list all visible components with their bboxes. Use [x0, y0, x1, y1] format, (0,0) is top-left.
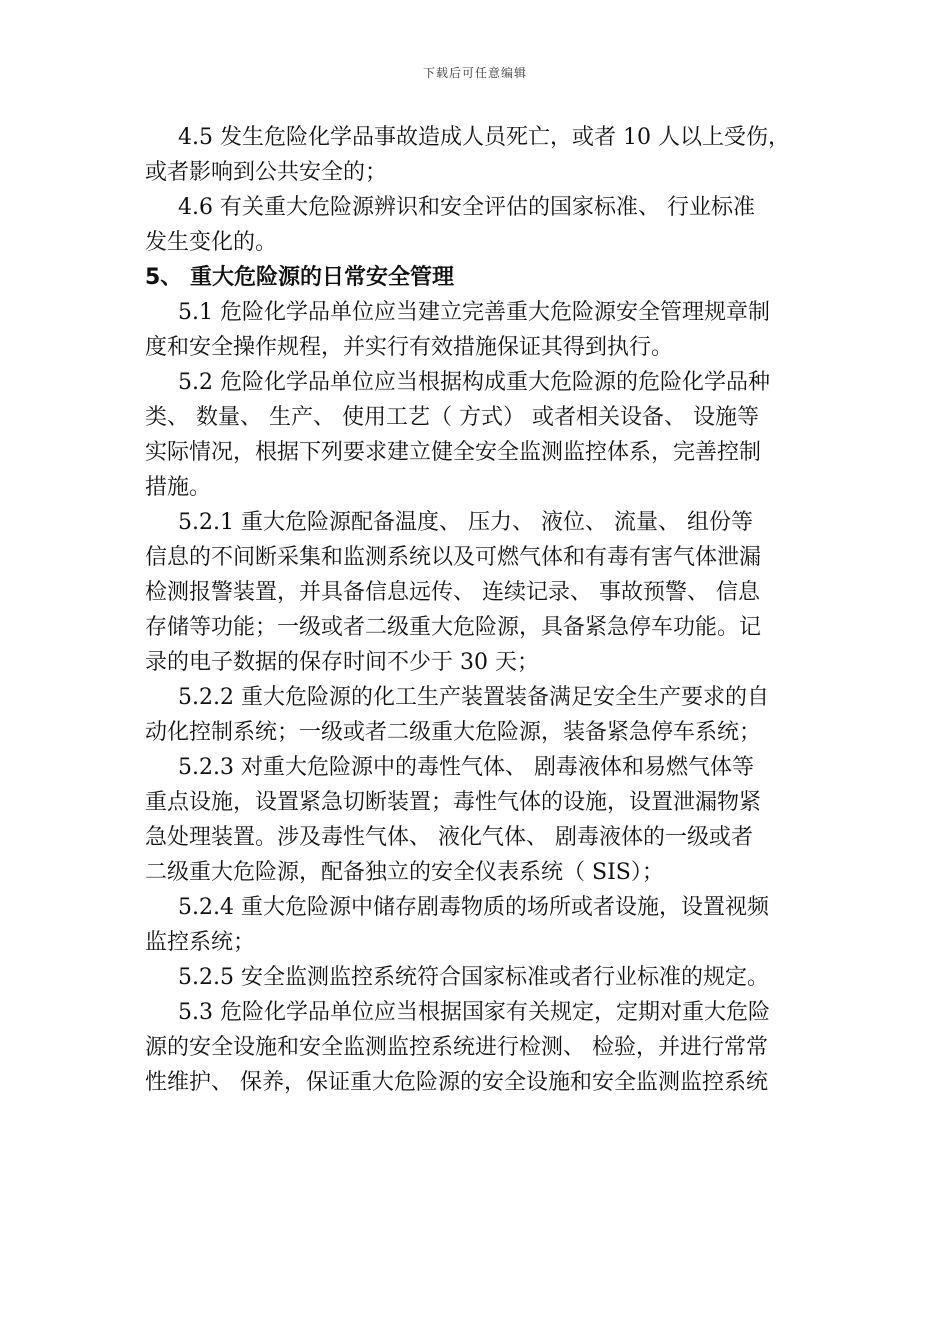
text-line: 5.2.1 重大危险源配备温度、 压力、 液位、 流量、 组份等 [178, 510, 753, 535]
text-line: 5.3 危险化学品单位应当根据国家有关规定，定期对重大危险 [178, 1000, 770, 1025]
page-header: 下载后可任意编辑 [422, 66, 527, 80]
text-line: 信息的不间断采集和监测系统以及可燃气体和有毒有害气体泄漏 [145, 545, 762, 570]
text-line: 实际情况，根据下列要求建立健全安全监测监控体系，完善控制 [145, 440, 762, 465]
text-line: 措施。 [145, 475, 212, 500]
text-line: 5.2.5 安全监测监控系统符合国家标准或者行业标准的规定。 [178, 965, 769, 990]
text-line: 重点设施，设置紧急切断装置；毒性气体的设施，设置泄漏物紧 [145, 790, 762, 815]
text-line: 度和安全操作规程，并实行有效措施保证其得到执行。 [145, 335, 674, 360]
text-line: 5.2.2 重大危险源的化工生产装置装备满足安全生产要求的自 [178, 685, 769, 710]
text-line: 4.5 发生危险化学品事故造成人员死亡，或者 10 人以上受伤， [178, 125, 790, 150]
text-line: 5.1 危险化学品单位应当建立完善重大危险源安全管理规章制 [178, 300, 770, 325]
text-line: 源的安全设施和安全监测监控系统进行检测、 检验，并进行常常 [145, 1035, 768, 1060]
text-line: 类、 数量、 生产、 使用工艺（ 方式） 或者相关设备、 设施等 [145, 405, 759, 430]
text-line: 二级重大危险源，配备独立的安全仪表系统（ SIS）； [145, 860, 664, 885]
text-line: 录的电子数据的保存时间不少于 30 天； [145, 650, 539, 675]
document-body [145, 120, 810, 1100]
text-line: 5.2 危险化学品单位应当根据构成重大危险源的危险化学品种 [178, 370, 770, 395]
text-line: 存储等功能；一级或者二级重大危险源，具备紧急停车功能。记 [145, 615, 762, 640]
text-line: 或者影响到公共安全的； [145, 160, 388, 185]
text-line: 发生变化的。 [145, 230, 278, 255]
text-line: 性维护、 保养，保证重大危险源的安全设施和安全监测监控系统 [145, 1070, 768, 1095]
text-line: 检测报警装置，并具备信息远传、 连续记录、 事故预警、 信息 [145, 580, 760, 605]
section-heading: 5、 重大危险源的日常安全管理 [145, 265, 454, 290]
text-line: 4.6 有关重大危险源辨识和安全评估的国家标准、 行业标准 [178, 195, 755, 220]
text-line: 5.2.4 重大危险源中储存剧毒物质的场所或者设施，设置视频 [178, 895, 769, 920]
text-line: 急处理装置。涉及毒性气体、 液化气体、 剧毒液体的一级或者 [145, 825, 753, 850]
text-line: 监控系统； [145, 930, 256, 955]
text-line: 动化控制系统；一级或者二级重大危险源，装备紧急停车系统； [145, 720, 762, 745]
text-line: 5.2.3 对重大危险源中的毒性气体、 剧毒液体和易燃气体等 [178, 755, 754, 780]
